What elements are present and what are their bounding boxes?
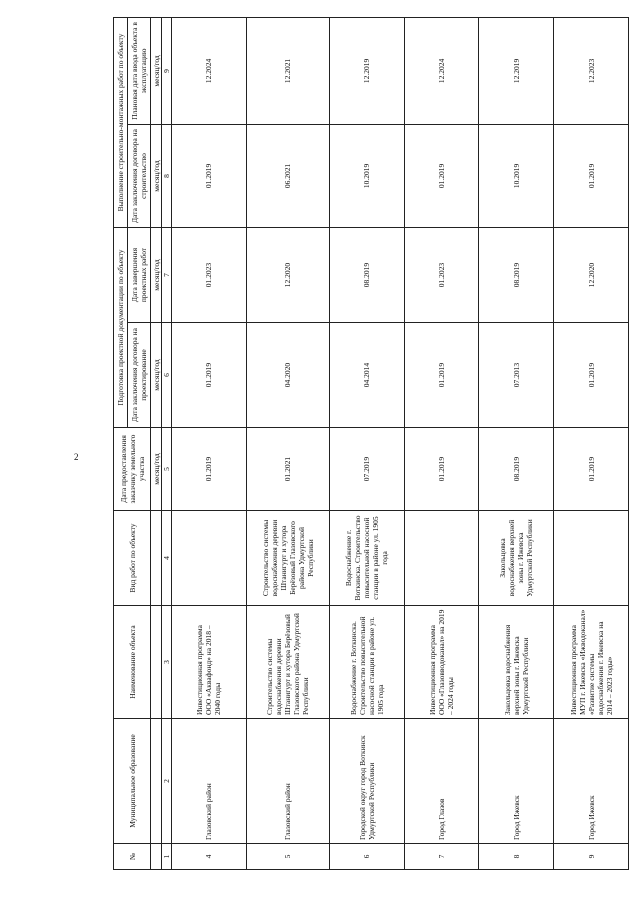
units-row [151, 17, 162, 869]
header-municipality: Муниципальное образование [114, 719, 151, 844]
header-design-contract: Дата заключения договора на проектирование [128, 323, 151, 428]
object-name-cell: Закольцовка водоснабжения верхней зоны г. Ижевска Удмуртской Республики [479, 606, 554, 719]
table-row [404, 17, 479, 869]
land-date-cell: 01.2021 [246, 428, 329, 511]
land-date-cell: 07.2019 [329, 428, 404, 511]
municipality-cell: Глазовский район [246, 719, 329, 844]
design-contract-cell: 04.2020 [246, 323, 329, 428]
design-finish-cell: 01.2023 [404, 227, 479, 322]
object-name-cell: Строительство системы водоснабжения деревни Штанигурт и хутора Берёзовый Глазовского района Удмуртской Республики [246, 606, 329, 719]
design-contract-cell: 01.2019 [172, 323, 247, 428]
design-contract-cell: 01.2019 [404, 323, 479, 428]
design-finish-cell: 12.2020 [246, 227, 329, 322]
row-number: 4 [172, 844, 247, 870]
table-row [479, 17, 554, 869]
col-index: 2 [162, 719, 172, 844]
construction-contract-cell: 01.2019 [554, 124, 629, 227]
header-design-group: Подготовка проектной документации по объекту [114, 227, 128, 427]
header-construction-contract: Дата заключения договора на строительство [128, 124, 151, 227]
row-number: 9 [554, 844, 629, 870]
commissioning-cell: 12.2019 [479, 17, 554, 124]
header-design-finish: Дата завершения проектных работ [128, 227, 151, 322]
land-date-cell: 01.2019 [554, 428, 629, 511]
work-type-cell [554, 511, 629, 606]
commissioning-cell: 12.2019 [329, 17, 404, 124]
table-row [246, 17, 329, 869]
row-number: 8 [479, 844, 554, 870]
construction-contract-cell: 10.2019 [329, 124, 404, 227]
col-index: 8 [162, 124, 172, 227]
header-row-1 [114, 17, 128, 869]
header-land-date: Дата предоставления заказчику земельного участка [114, 428, 151, 511]
object-name-cell: Инвестиционная программа ООО «Аквафонд» на 2018 – 2040 годы [172, 606, 247, 719]
header-object-name: Наименование объекта [114, 606, 151, 719]
commissioning-cell: 12.2024 [404, 17, 479, 124]
table-row [554, 17, 629, 869]
row-number: 6 [329, 844, 404, 870]
unit-design-contract: месяц/год [151, 323, 162, 428]
municipality-cell: Город Ижевск [479, 719, 554, 844]
header-construction-group: Выполнение строительно-монтажных работ по объекту [114, 17, 128, 227]
design-contract-cell: 07.2013 [479, 323, 554, 428]
land-date-cell: 01.2019 [172, 428, 247, 511]
commissioning-cell: 12.2024 [172, 17, 247, 124]
object-name-cell: Инвестиционная программа ООО «Глазовводоканал» на 2019 – 2024 годы [404, 606, 479, 719]
land-date-cell: 01.2019 [404, 428, 479, 511]
unit-land: месяц/год [151, 428, 162, 511]
municipality-cell: Город Ижевск [554, 719, 629, 844]
schedule-table [113, 17, 629, 870]
work-type-cell: Водоснабжение г. Воткинска. Строительство повысительной насосной станции в районе ул. 1905 года [329, 511, 404, 606]
work-type-cell: Закольцовка водоснабжения верхней зоны г. Ижевска Удмуртской Республики [479, 511, 554, 606]
col-index: 1 [162, 844, 172, 870]
design-finish-cell: 08.2019 [479, 227, 554, 322]
commissioning-cell: 12.2021 [246, 17, 329, 124]
col-index: 4 [162, 511, 172, 606]
row-number: 7 [404, 844, 479, 870]
municipality-cell: Глазовский район [172, 719, 247, 844]
construction-contract-cell: 10.2019 [479, 124, 554, 227]
header-work-type: Вид работ по объекту [114, 511, 151, 606]
design-finish-cell: 12.2020 [554, 227, 629, 322]
table-row [172, 17, 247, 869]
col-index: 5 [162, 428, 172, 511]
construction-contract-cell: 01.2019 [172, 124, 247, 227]
column-index-row [162, 17, 172, 869]
header-commissioning: Плановая дата ввода объекта в эксплуатацию [128, 17, 151, 124]
municipality-cell: Город Глазов [404, 719, 479, 844]
design-finish-cell: 01.2023 [172, 227, 247, 322]
col-index: 3 [162, 606, 172, 719]
row-number: 5 [246, 844, 329, 870]
page-number: 2 [74, 452, 79, 462]
municipality-cell: Городской округ город Воткинск Удмуртской Республики [329, 719, 404, 844]
design-contract-cell: 04.2014 [329, 323, 404, 428]
unit-construction-contract: месяц/год [151, 124, 162, 227]
work-type-cell [172, 511, 247, 606]
col-index: 7 [162, 227, 172, 322]
col-index: 9 [162, 17, 172, 124]
design-contract-cell: 01.2019 [554, 323, 629, 428]
commissioning-cell: 12.2023 [554, 17, 629, 124]
design-finish-cell: 08.2019 [329, 227, 404, 322]
unit-commissioning: месяц/год [151, 17, 162, 124]
work-type-cell: Строительство системы водоснабжения деревни Штанигурт и хутора Берёзовый Глазовского района Удмуртской Республики [246, 511, 329, 606]
header-num: № [114, 844, 151, 870]
object-name-cell: Водоснабжение г. Воткинска. Строительство повысительной насосной станции в районе ул. 1905 года [329, 606, 404, 719]
land-date-cell: 08.2019 [479, 428, 554, 511]
table-row [329, 17, 404, 869]
construction-contract-cell: 06.2021 [246, 124, 329, 227]
object-name-cell: Инвестиционная программа МУП г. Ижевска «Ижводоканал» «Развитие системы водоснабжения г. Ижевска на 2014 – 2023 годы» [554, 606, 629, 719]
work-type-cell [404, 511, 479, 606]
construction-contract-cell: 01.2019 [404, 124, 479, 227]
col-index: 6 [162, 323, 172, 428]
unit-design-finish: месяц/год [151, 227, 162, 322]
rotated-table-container [113, 18, 629, 870]
